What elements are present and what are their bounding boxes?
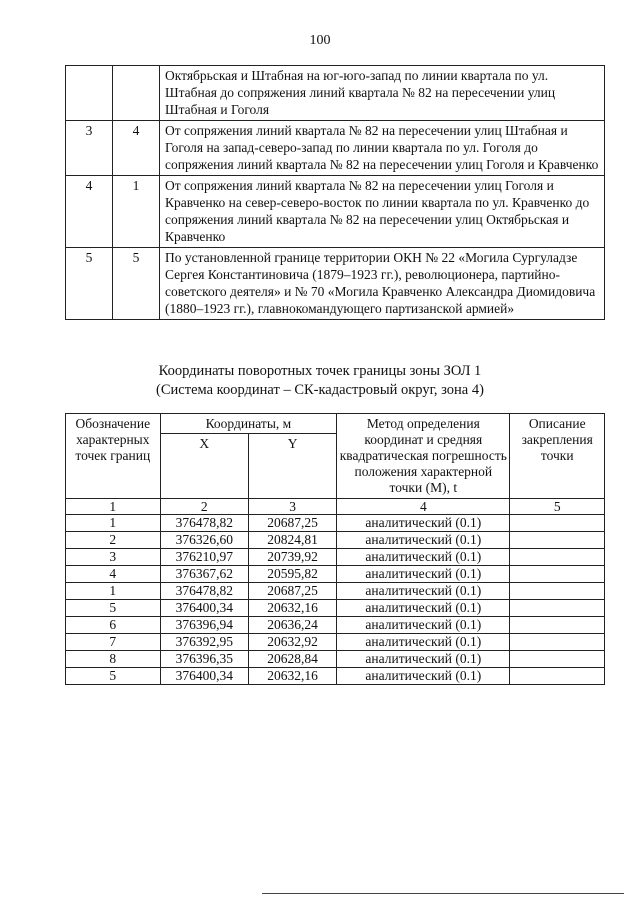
- column-number: 1: [66, 499, 161, 515]
- method-cell: аналитический (0.1): [337, 634, 510, 651]
- method-cell: аналитический (0.1): [337, 532, 510, 549]
- x-cell: 376392,95: [160, 634, 248, 651]
- table-row: [66, 176, 605, 248]
- point-cell: 3: [66, 549, 161, 566]
- from-point-cell: 4: [66, 176, 113, 248]
- x-cell: 376210,97: [160, 549, 248, 566]
- point-cell: 6: [66, 617, 161, 634]
- column-number-row: [66, 499, 605, 515]
- point-cell: 5: [66, 668, 161, 685]
- point-cell: 8: [66, 651, 161, 668]
- segment-description: Октябрьская и Штабная на юг-юго-запад по линии квартала по ул. Штабная до сопряжения линий квартала № 82 на пересечении улиц Штабная и Гоголя: [160, 66, 605, 121]
- table-row: [66, 532, 605, 549]
- to-point-cell: 5: [113, 248, 160, 320]
- point-cell: 1: [66, 515, 161, 532]
- column-number: 2: [160, 499, 248, 515]
- method-cell: аналитический (0.1): [337, 651, 510, 668]
- method-cell: аналитический (0.1): [337, 583, 510, 600]
- y-cell: 20824,81: [248, 532, 336, 549]
- description-cell: [510, 515, 605, 532]
- header-row: [66, 414, 605, 434]
- x-cell: 376478,82: [160, 515, 248, 532]
- method-cell: аналитический (0.1): [337, 566, 510, 583]
- column-number: 4: [337, 499, 510, 515]
- section-heading: [0, 362, 640, 400]
- coordinates-header: Координаты, м: [160, 414, 337, 434]
- description-cell: [510, 634, 605, 651]
- heading-title: Координаты поворотных точек границы зоны ЗОЛ 1: [158, 363, 482, 379]
- y-cell: 20687,25: [248, 515, 336, 532]
- point-cell: 7: [66, 634, 161, 651]
- segment-description: От сопряжения линий квартала № 82 на пересечении улиц Гоголя и Кравченко на север-северо-восток по линии квартала по ул. Кравченко до сопряжения линий квартала № 82 на пересечении улиц Октябрьская и Кравченко: [160, 176, 605, 248]
- column-number: 3: [248, 499, 336, 515]
- y-cell: 20739,92: [248, 549, 336, 566]
- from-point-cell: 5: [66, 248, 113, 320]
- x-cell: 376367,62: [160, 566, 248, 583]
- table-row: [66, 668, 605, 685]
- method-cell: аналитический (0.1): [337, 549, 510, 566]
- y-header: Y: [248, 434, 336, 499]
- y-cell: 20595,82: [248, 566, 336, 583]
- heading-subtitle: (Система координат – СК-кадастровый округ, зона 4): [156, 382, 484, 398]
- segment-description: От сопряжения линий квартала № 82 на пересечении улиц Штабная и Гоголя на запад-северо-запад по линии квартала по ул. Гоголя до сопряжения линий квартала № 82 на пересечении улиц Гоголя и Кравченко: [160, 121, 605, 176]
- method-cell: аналитический (0.1): [337, 600, 510, 617]
- table-row: [66, 583, 605, 600]
- y-cell: 20628,84: [248, 651, 336, 668]
- coordinates-table: [65, 413, 605, 685]
- y-cell: 20632,16: [248, 600, 336, 617]
- table-row: [66, 600, 605, 617]
- coordinates-body: [66, 515, 605, 685]
- point-cell: 2: [66, 532, 161, 549]
- x-cell: 376396,94: [160, 617, 248, 634]
- x-cell: 376400,34: [160, 668, 248, 685]
- method-cell: аналитический (0.1): [337, 668, 510, 685]
- table-row: [66, 634, 605, 651]
- column-number: 5: [510, 499, 605, 515]
- description-header: Описание закрепления точки: [510, 414, 605, 499]
- to-point-cell: 4: [113, 121, 160, 176]
- point-cell: 1: [66, 583, 161, 600]
- description-cell: [510, 668, 605, 685]
- segment-description: По установленной границе территории ОКН № 22 «Могила Сургуладзе Сергея Константиновича (1879–1923 гг.), революционера, партийно-советского деятеля» и № 70 «Могила Кравченко Александра Диомидовича (1880–1923 гг.), главнокомандующего партизанской армией»: [160, 248, 605, 320]
- method-cell: аналитический (0.1): [337, 515, 510, 532]
- description-cell: [510, 566, 605, 583]
- table-row: [66, 515, 605, 532]
- y-cell: 20636,24: [248, 617, 336, 634]
- footer-divider: [262, 893, 624, 894]
- description-cell: [510, 532, 605, 549]
- description-cell: [510, 583, 605, 600]
- point-cell: 4: [66, 566, 161, 583]
- y-cell: 20632,92: [248, 634, 336, 651]
- description-cell: [510, 600, 605, 617]
- description-cell: [510, 549, 605, 566]
- point-cell: 5: [66, 600, 161, 617]
- table-row: [66, 248, 605, 320]
- x-header: X: [160, 434, 248, 499]
- from-point-cell: 3: [66, 121, 113, 176]
- table-row: [66, 617, 605, 634]
- table-row: [66, 121, 605, 176]
- x-cell: 376326,60: [160, 532, 248, 549]
- y-cell: 20632,16: [248, 668, 336, 685]
- x-cell: 376400,34: [160, 600, 248, 617]
- x-cell: 376478,82: [160, 583, 248, 600]
- from-point-cell: [66, 66, 113, 121]
- y-cell: 20687,25: [248, 583, 336, 600]
- table-row: [66, 651, 605, 668]
- method-header: Метод определения координат и средняя квадратическая погрешность положения характерной точки (М), t: [337, 414, 510, 499]
- to-point-cell: [113, 66, 160, 121]
- description-cell: [510, 651, 605, 668]
- designation-header: Обозначение характерных точек границ: [66, 414, 161, 499]
- method-cell: аналитический (0.1): [337, 617, 510, 634]
- table-row: [66, 566, 605, 583]
- boundary-description-table: [65, 65, 605, 320]
- description-cell: [510, 617, 605, 634]
- table-row: [66, 66, 605, 121]
- to-point-cell: 1: [113, 176, 160, 248]
- page-number: 100: [309, 33, 331, 48]
- x-cell: 376396,35: [160, 651, 248, 668]
- table-row: [66, 549, 605, 566]
